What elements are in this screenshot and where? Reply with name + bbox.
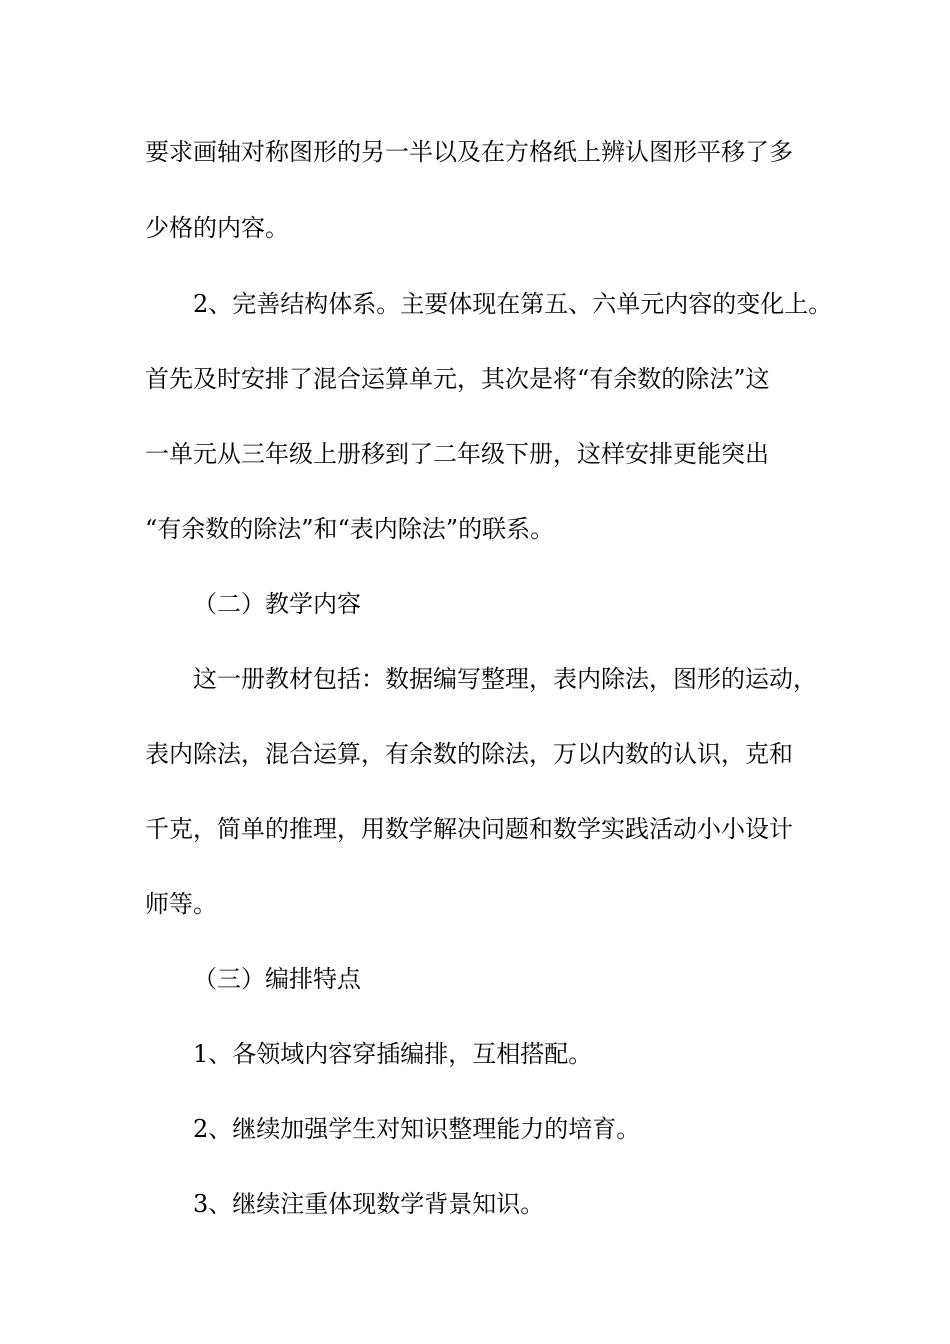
paragraph-line: 一单元从三年级上册移到了二年级下册，这样安排更能突出 [145,440,769,468]
list-item: 3、继续注重体现数学背景知识。 [193,1190,545,1218]
paragraph-line: 首先及时安排了混合运算单元，其次是将“有余数的除法”这 [145,365,770,393]
paragraph-line: “有余数的除法”和“表内除法”的联系。 [145,515,555,543]
paragraph-line: 要求画轴对称图形的另一半以及在方格纸上辨认图形平移了多 [145,138,793,166]
section-heading: （二）教学内容 [193,590,361,618]
paragraph-line: 2、完善结构体系。主要体现在第五、六单元内容的变化上。 [193,290,833,318]
paragraph-line: 表内除法，混合运算，有余数的除法，万以内数的认识，克和 [145,740,793,768]
list-item: 1、各领域内容穿插编排，互相搭配。 [193,1040,593,1068]
paragraph-line: 这一册教材包括：数据编写整理，表内除法，图形的运动， [193,665,817,693]
list-item: 2、继续加强学生对知识整理能力的培育。 [193,1115,641,1143]
paragraph-line: 千克，简单的推理，用数学解决问题和数学实践活动小小设计 [145,815,793,843]
paragraph-line: 少格的内容。 [145,214,289,242]
paragraph-line: 师等。 [145,890,217,918]
section-heading: （三）编排特点 [193,965,361,993]
